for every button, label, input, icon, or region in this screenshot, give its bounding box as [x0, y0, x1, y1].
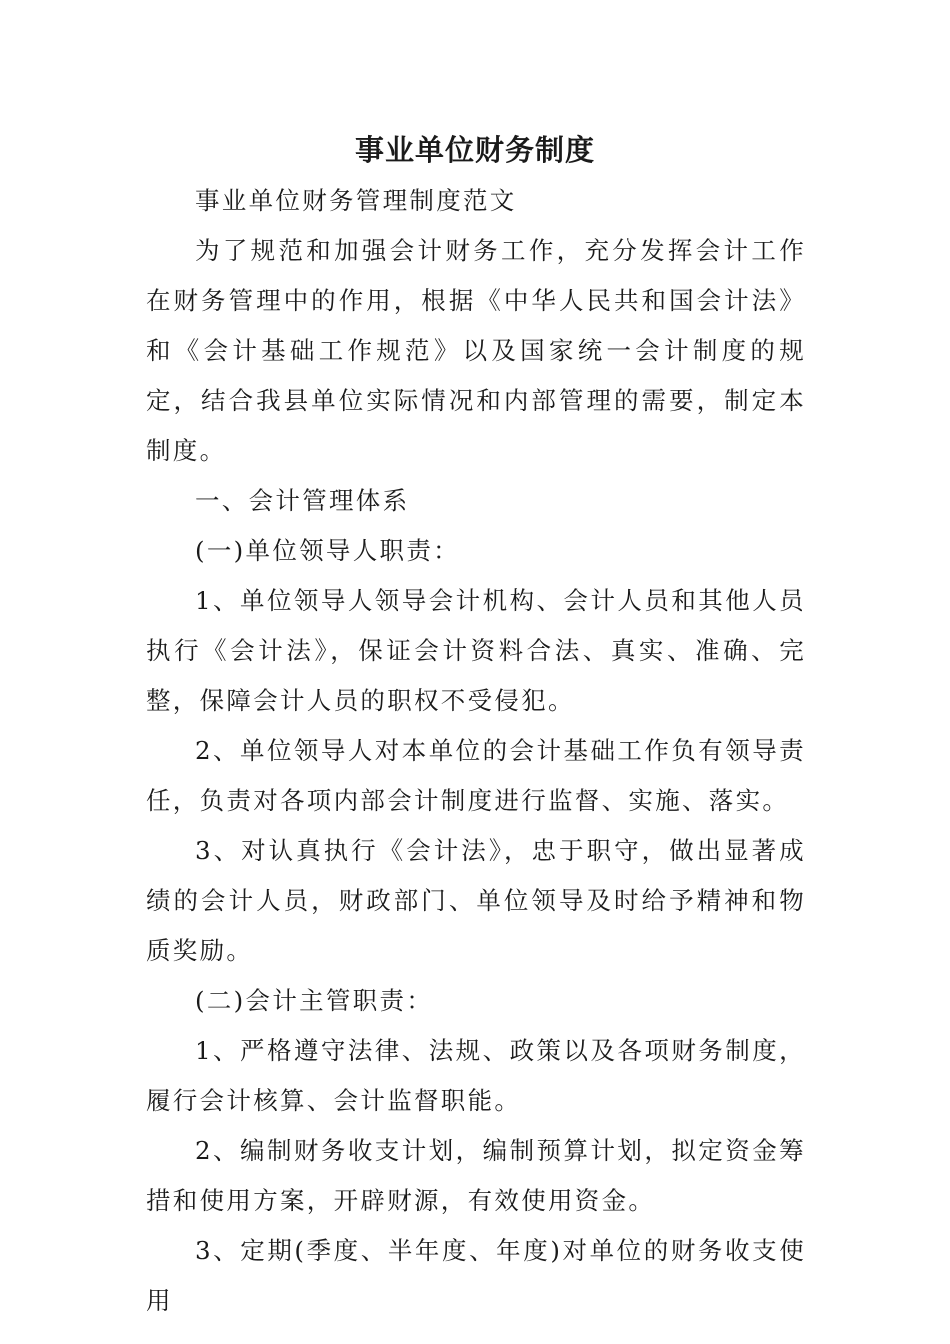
subsection-heading-accounting-supervisor: (二)会计主管职责：	[195, 986, 434, 1015]
document-title: 事业单位财务制度	[354, 133, 595, 167]
paragraph-supervisor-duty-3: 3、定期(季度、半年度、年度)对单位的财务收支使用	[146, 1236, 806, 1315]
paragraph-leader-duty-1: 1、单位领导人领导会计机构、会计人员和其他人员执行《会计法》，保证会计资料合法、真实、准确、完整，保障会计人员的职权不受侵犯。	[146, 586, 806, 715]
document-body	[146, 176, 806, 1326]
subsection-heading-leader: (一)单位领导人职责：	[195, 536, 460, 565]
paragraph-leader-duty-3: 3、对认真执行《会计法》，忠于职守，做出显著成绩的会计人员，财政部门、单位领导及时给予精神和物质奖励。	[146, 836, 806, 965]
paragraph-supervisor-duty-1: 1、严格遵守法律、法规、政策以及各项财务制度，履行会计核算、会计监督职能。	[146, 1036, 806, 1115]
section-heading: 一、会计管理体系	[195, 486, 410, 515]
paragraph-supervisor-duty-2: 2、编制财务收支计划，编制预算计划，拟定资金筹措和使用方案，开辟财源，有效使用资金。	[146, 1136, 806, 1215]
paragraph-subtitle: 事业单位财务管理制度范文	[195, 186, 517, 215]
paragraph-intro: 为了规范和加强会计财务工作，充分发挥会计工作在财务管理中的作用，根据《中华人民共和国会计法》和《会计基础工作规范》以及国家统一会计制度的规定，结合我县单位实际情况和内部管理的需要，制定本制度。	[146, 236, 806, 465]
paragraph-leader-duty-2: 2、单位领导人对本单位的会计基础工作负有领导责任，负责对各项内部会计制度进行监督、实施、落实。	[146, 736, 806, 815]
